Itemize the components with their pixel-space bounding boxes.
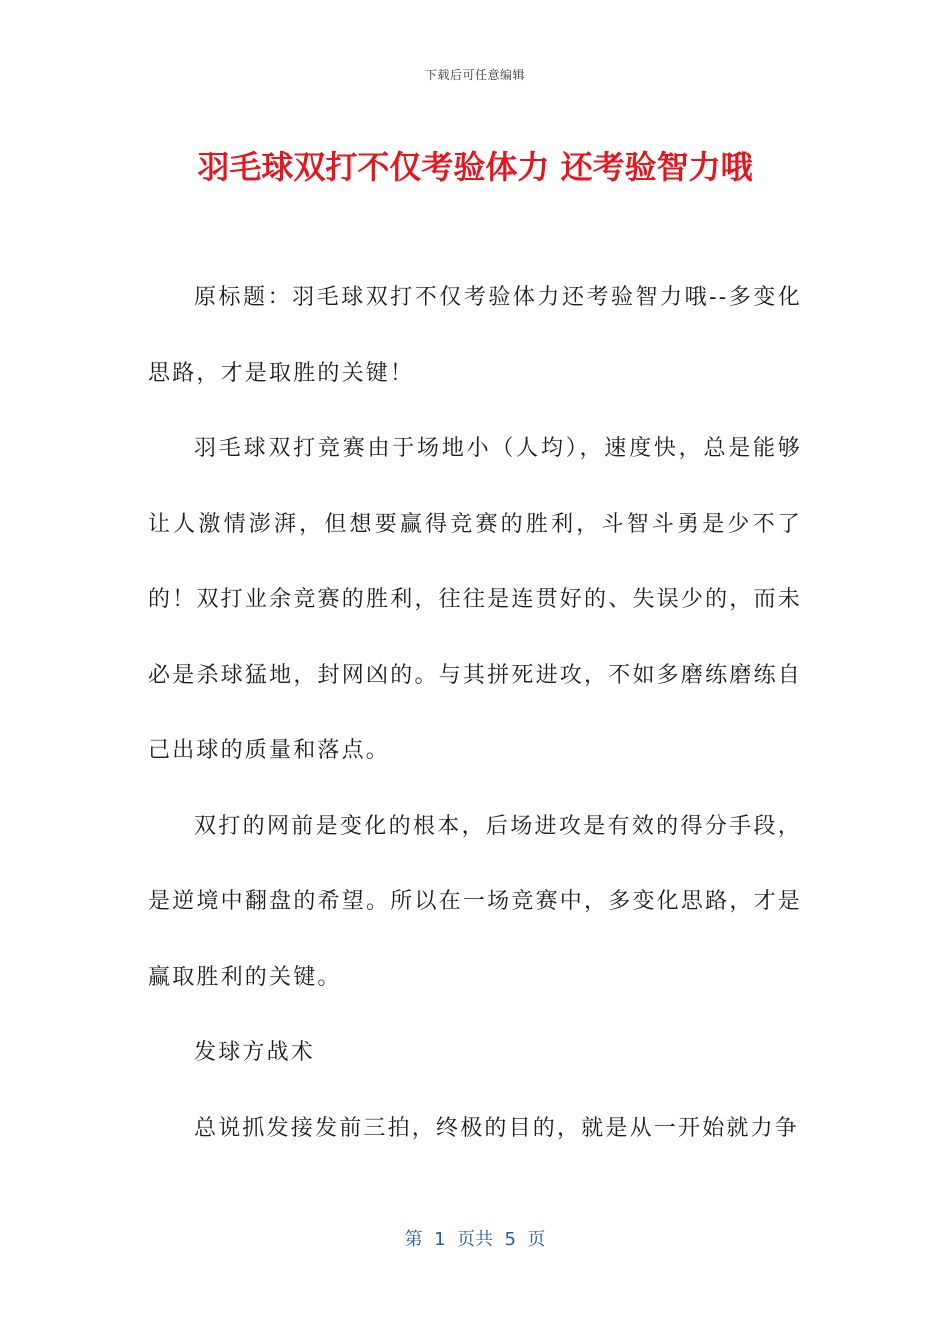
paragraph-doubles-intro: 羽毛球双打竞赛由于场地小（人均），速度快，总是能够让人激情澎湃，但想要赢得竞赛的胜利，斗智斗勇是少不了的！双打业余竞赛的胜利，往往是连贯好的、失误少的，而未必是杀球猛地，封网凶的。与其拼死进攻，不如多磨练磨练自己出球的质量和落点。 xyxy=(148,436,802,763)
paragraph-net-play: 双打的网前是变化的根本，后场进攻是有效的得分手段，是逆境中翻盘的希望。所以在一场竞赛中，多变化思路，才是赢取胜利的关键。 xyxy=(148,813,802,990)
paragraph-original-title: 原标题：羽毛球双打不仅考验体力还考验智力哦--多变化思路，才是取胜的关键！ xyxy=(148,285,802,386)
paragraph-serve-receive: 总说抓发接发前三拍，终极的目的，就是从一开始就力争 xyxy=(194,1115,800,1141)
page-number-footer: 第 1 页共 5 页 xyxy=(404,1229,546,1250)
section-heading-serving-tactics: 发球方战术 xyxy=(194,1040,316,1065)
document-title: 羽毛球双打不仅考验体力 还考验智力哦 xyxy=(197,148,753,186)
document-body xyxy=(148,260,802,1166)
header-note: 下载后可任意编辑 xyxy=(424,68,525,82)
